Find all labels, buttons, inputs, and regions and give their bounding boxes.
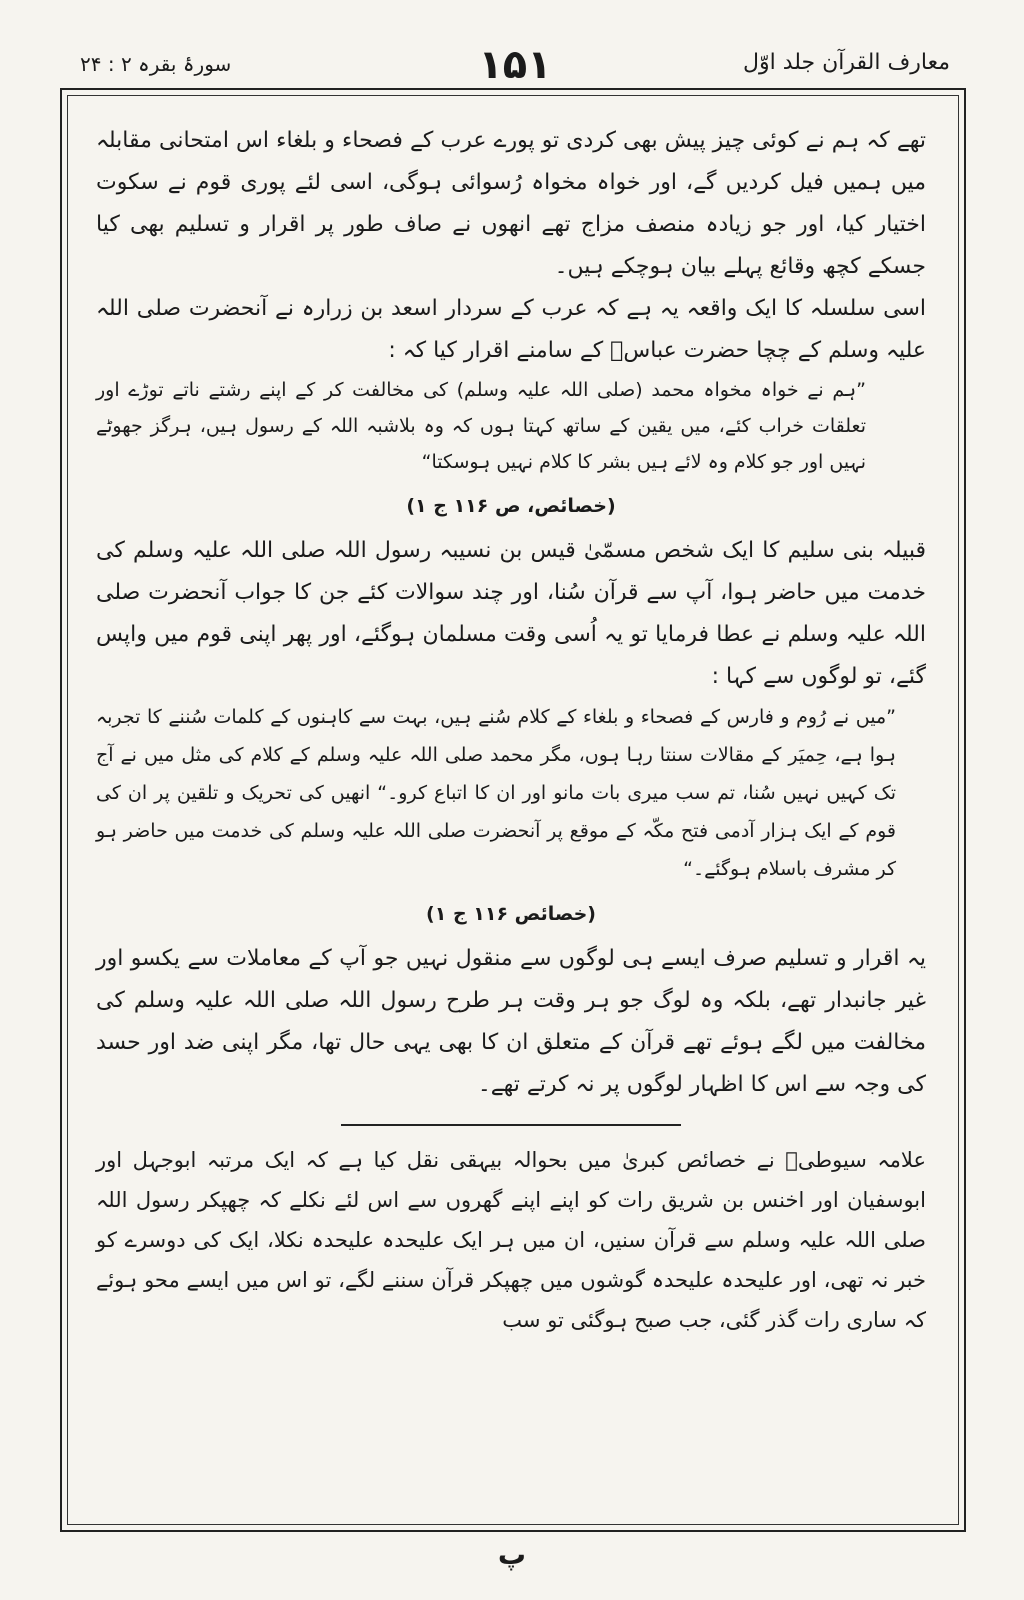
quote-qais-bin-nusaybah: ”میں نے رُوم و فارس کے فصحاء و بلغاء کے کلام سُنے ہیں، بہت سے کاہنوں کے کلمات سُننے کا تجربہ ہوا ہے، حِمیَر کے مقالات سنتا رہا ہوں، مگر محمد صلی اللہ علیہ وسلم کے کلام کی مثل میں نے آج تک کہیں نہیں سُنا، تم سب میری بات مانو اور ان کا اتباع کرو۔“ انھیں کی تحریک و تلقین پر ان کی قوم کے ایک ہزار آدمی فتح مکّہ کے موقع پر آنحضرت صلی اللہ علیہ وسلم کی خدمت میں حاضر ہو کر مشرف باسلام ہوگئے۔“	[96, 706, 896, 880]
footnote-divider	[341, 1124, 681, 1126]
page-number: ۱۵۱	[478, 42, 552, 88]
reference-2: (خصائص ۱۱۶ ج ۱)	[426, 903, 596, 925]
page-header	[60, 40, 970, 90]
paragraph-1: تھے کہ ہم نے کوئی چیز پیش بھی کردی تو پورے عرب کے فصحاء و بلغاء اس امتحانی مقابلہ میں ہمیں فیل کردیں گے، اور خواہ مخواہ رُسوائی ہوگی، اسی لئے پوری قوم نے سکوت اختیار کیا، اور جو زیادہ منصف مزاج تھے انھوں نے صاف طور پر اقرار و تسلیم بھی کیا جسکے کچھ وقائع پہلے بیان ہوچکے ہیں۔	[96, 128, 926, 279]
catchword: پ	[497, 1538, 527, 1571]
paragraph-2: اسی سلسلہ کا ایک واقعہ یہ ہے کہ عرب کے سردار اسعد بن زرارہ نے آنحضرت صلی اللہ علیہ وسلم کے چچا حضرت عباسؓ کے سامنے اقرار کیا کہ :	[96, 296, 926, 363]
quote-asad-bin-zurarah: ”ہم نے خواہ مخواہ محمد (صلی اللہ علیہ وسلم) کی مخالفت کر کے اپنے رشتے ناتے توڑے اور تعلقات خراب کئے، میں یقین کے ساتھ کہتا ہوں کہ وہ بلاشبہ اللہ کے رسول ہیں، ہرگز جھوٹے نہیں اور جو کلام وہ لائے ہیں بشر کا کلام نہیں ہوسکتا“	[96, 379, 866, 473]
footnote-text: علامہ سیوطیؒ نے خصائص کبریٰ میں بحوالہ بیہقی نقل کیا ہے کہ ایک مرتبہ ابوجہل اور ابوسفیان اور اخنس بن شریق رات کو اپنے اپنے گھروں سے اس لئے نکلے کہ چھپکر رسول اللہ صلی اللہ علیہ وسلم سے قرآن سنیں، ان میں ہر ایک علیحدہ علیحدہ نکلا، ایک کی دوسرے کو خبر نہ تھی، اور علیحدہ علیحدہ گوشوں میں چھپکر قرآن سننے لگے، تو اس میں ایسے محو ہوئے کہ ساری رات گذر گئی، جب صبح ہوگئی تو سب	[96, 1148, 926, 1332]
reference-1: (خصائص، ص ۱۱۶ ج ۱)	[406, 495, 616, 517]
paragraph-3: قبیلہ بنی سلیم کا ایک شخص مسمّیٰ قیس بن نسیبہ رسول اللہ صلی اللہ علیہ وسلم کی خدمت میں حاضر ہوا، آپ سے قرآن سُنا، اور چند سوالات کئے جن کا جواب آنحضرت صلی اللہ علیہ وسلم نے عطا فرمایا تو یہ اُسی وقت مسلمان ہوگئے، اور پھر اپنی قوم میں واپس گئے، تو لوگوں سے کہا :	[96, 538, 926, 689]
surah-reference: سورۂ بقرہ ۲ : ۲۴	[80, 52, 232, 76]
paragraph-4: یہ اقرار و تسلیم صرف ایسے ہی لوگوں سے منقول نہیں جو آپ کے معاملات سے یکسو اور غیر جانبدار تھے، بلکہ وہ لوگ جو ہر وقت ہر طرح رسول اللہ صلی اللہ علیہ وسلم کی مخالفت میں لگے ہوئے تھے قرآن کے متعلق ان کا بھی یہی حال تھا، مگر اپنی ضد اور حسد کی وجہ سے اس کا اظہار لوگوں پر نہ کرتے تھے۔	[96, 946, 926, 1097]
book-title: معارف القرآن جلد اوّل	[742, 50, 950, 75]
main-text	[96, 120, 926, 1340]
